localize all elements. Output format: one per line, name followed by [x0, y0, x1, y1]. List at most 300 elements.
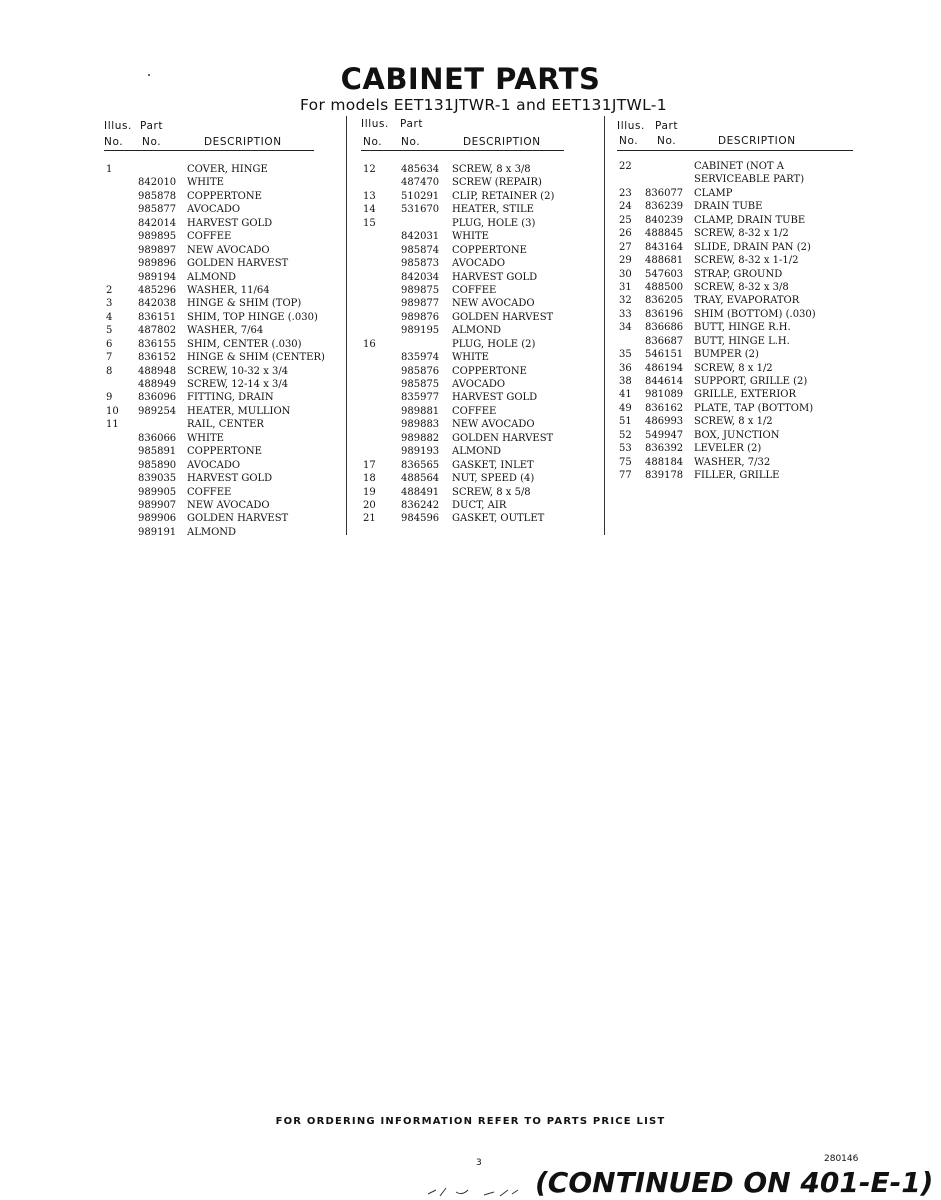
illus-number: 33 [619, 308, 632, 320]
part-description: SCREW, 8 x 1/2 [694, 416, 773, 428]
part-row [617, 322, 867, 335]
part-row [617, 443, 867, 456]
part-description: NEW AVOCADO [187, 244, 270, 256]
part-description: SHIM, TOP HINGE (.030) [187, 311, 318, 323]
part-description: SCREW, 12-14 x 3/4 [187, 379, 289, 390]
part-description: WASHER, 11/64 [187, 284, 270, 296]
part-row [361, 325, 611, 338]
illus-number: 51 [619, 416, 632, 428]
part-description: GRILLE, EXTERIOR [694, 389, 797, 401]
part-row [617, 228, 867, 241]
illus-number: 5 [106, 325, 113, 337]
part-number: 989897 [138, 244, 177, 256]
part-row [104, 419, 354, 432]
part-row [361, 272, 611, 285]
part-number: 844614 [645, 376, 684, 387]
illus-number: 49 [619, 402, 632, 414]
illus-no-label: No. [104, 136, 124, 148]
part-description: ALMOND [187, 271, 237, 283]
column-divider-2 [604, 116, 605, 535]
part-row [361, 433, 611, 446]
part-description: FITTING, DRAIN [187, 392, 274, 404]
part-row [617, 188, 867, 201]
part-description: GOLDEN HARVEST [187, 258, 289, 270]
parts-column-3 [617, 118, 867, 484]
part-row [617, 376, 867, 389]
part-description: AVOCADO [187, 204, 241, 216]
illus-number: 31 [619, 281, 632, 293]
part-number: 510291 [401, 190, 440, 202]
part-number: 842038 [138, 298, 177, 310]
part-row [617, 242, 867, 255]
part-description: WHITE [452, 231, 489, 243]
part-description: ALMOND [452, 446, 502, 458]
part-row [361, 392, 611, 405]
illus-label: Illus. [617, 120, 645, 132]
illus-no-label: No. [363, 136, 383, 148]
part-row [617, 457, 867, 470]
part-row [617, 349, 867, 362]
part-description: BUTT, HINGE L.H. [694, 335, 790, 347]
part-number: 486993 [645, 416, 684, 428]
part-description: COPPERTONE [187, 446, 262, 458]
illus-label: Illus. [361, 118, 389, 130]
part-description: PLUG, HOLE (2) [452, 338, 536, 350]
header-underline [361, 150, 564, 151]
part-number: 989896 [138, 258, 177, 270]
part-row [617, 201, 867, 214]
illus-number: 20 [363, 499, 376, 511]
part-row [361, 245, 611, 258]
part-row [361, 218, 611, 231]
part-number: 989905 [138, 486, 177, 498]
part-row [617, 174, 867, 187]
part-description: HARVEST GOLD [187, 473, 273, 485]
part-number: 488491 [401, 486, 440, 498]
part-number: 836686 [645, 322, 684, 334]
part-description: GOLDEN HARVEST [452, 311, 554, 323]
part-description: SCREW, 8-32 x 1/2 [694, 228, 789, 240]
part-row [361, 164, 611, 177]
illus-no-label: No. [619, 135, 639, 147]
part-number: 981089 [645, 389, 684, 401]
illus-number: 53 [619, 443, 632, 455]
part-number: 842031 [401, 231, 440, 243]
part-description: ALMOND [187, 526, 237, 538]
part-description: STRAP, GROUND [694, 268, 783, 280]
part-description: BUMPER (2) [694, 349, 759, 361]
part-description: WASHER, 7/32 [694, 456, 771, 468]
illus-number: 25 [619, 214, 632, 226]
part-row [361, 285, 611, 298]
description-label: DESCRIPTION [718, 135, 796, 147]
part-row [617, 215, 867, 228]
part-number: 989906 [138, 513, 177, 525]
part-number: 836392 [645, 443, 684, 455]
part-description: SHIM (BOTTOM) (.030) [694, 308, 816, 320]
part-description: HARVEST GOLD [452, 271, 538, 283]
part-row [104, 258, 354, 271]
illus-number: 7 [106, 352, 113, 364]
part-number: 836151 [138, 311, 177, 323]
illus-number: 11 [106, 419, 119, 431]
part-number: 836152 [138, 352, 177, 364]
part-description: SCREW, 8 x 1/2 [694, 362, 773, 374]
part-description: NEW AVOCADO [452, 419, 535, 431]
continued-note: (CONTINUED ON 401-E-1) [535, 1166, 934, 1199]
part-number: 989895 [138, 231, 177, 243]
part-number: 985877 [138, 204, 177, 216]
part-number: 531670 [401, 204, 440, 216]
illus-number: 27 [619, 241, 632, 253]
part-number: 836096 [138, 392, 177, 404]
part-row [104, 500, 354, 513]
part-row [104, 285, 354, 298]
part-description: PLUG, HOLE (3) [452, 217, 536, 229]
part-number: 989883 [401, 419, 440, 431]
part-row [361, 460, 611, 473]
part-description: AVOCADO [452, 258, 506, 270]
part-number: 836205 [645, 295, 684, 307]
part-row [104, 272, 354, 285]
part-number: 488184 [645, 456, 684, 468]
part-number: 488500 [645, 281, 684, 293]
part-description: SCREW, 8 x 5/8 [452, 486, 531, 498]
part-description: NEW AVOCADO [452, 298, 535, 310]
illus-number: 19 [363, 486, 376, 498]
illus-number: 23 [619, 187, 632, 199]
handwritten-mark [426, 1180, 526, 1200]
part-no-label: No. [657, 135, 677, 147]
part-number: 989193 [401, 446, 440, 458]
part-description: GOLDEN HARVEST [187, 513, 289, 525]
part-number: 839035 [138, 473, 177, 485]
part-row [361, 352, 611, 365]
illus-number: 24 [619, 201, 632, 213]
part-label: Part [140, 120, 164, 132]
illus-number: 30 [619, 268, 632, 280]
part-description: WHITE [187, 177, 224, 189]
part-row [104, 325, 354, 338]
part-row [617, 255, 867, 268]
part-number: 989191 [138, 526, 177, 538]
part-description: NEW AVOCADO [187, 499, 270, 511]
illus-number: 38 [619, 376, 632, 387]
part-number: 546151 [645, 349, 684, 361]
column-header [361, 118, 611, 152]
part-number: 487470 [401, 177, 440, 189]
part-row [361, 419, 611, 432]
page-subtitle: For models EET131JTWR-1 and EET131JTWL-1 [300, 96, 667, 114]
part-number: 549947 [645, 429, 684, 441]
part-row [104, 191, 354, 204]
page-title: CABINET PARTS [340, 62, 601, 96]
part-number: 985874 [401, 244, 440, 256]
part-row [361, 500, 611, 513]
parts-column-2 [361, 118, 611, 527]
part-no-label: No. [142, 136, 162, 148]
part-description: AVOCADO [452, 379, 506, 390]
part-number: 485634 [401, 164, 440, 175]
part-description: COPPERTONE [452, 244, 527, 256]
part-description: TRAY, EVAPORATOR [694, 295, 800, 307]
part-row [104, 487, 354, 500]
column-header [617, 118, 867, 152]
part-description: HINGE & SHIM (TOP) [187, 298, 302, 310]
part-row [361, 473, 611, 486]
illus-number: 22 [619, 161, 632, 172]
part-number: 485296 [138, 284, 177, 296]
part-description: HINGE & SHIM (CENTER) [187, 352, 325, 364]
illus-number: 1 [106, 164, 113, 175]
part-description: SCREW, 10-32 x 3/4 [187, 365, 289, 377]
parts-list-3 [617, 161, 867, 484]
part-row [104, 245, 354, 258]
part-row [617, 295, 867, 308]
illus-number: 29 [619, 255, 632, 267]
part-number: 840239 [645, 214, 684, 226]
part-number: 985878 [138, 190, 177, 202]
part-description: GOLDEN HARVEST [452, 432, 554, 444]
illus-number: 3 [106, 298, 113, 310]
ordering-note: FOR ORDERING INFORMATION REFER TO PARTS PRICE LIST [275, 1116, 666, 1127]
part-row [361, 339, 611, 352]
part-row [104, 446, 354, 459]
part-number: 836242 [401, 499, 440, 511]
part-number: 547603 [645, 268, 684, 280]
illus-number: 4 [106, 311, 113, 323]
column-header [104, 118, 354, 152]
part-description: LEVELER (2) [694, 443, 762, 455]
part-number: 989254 [138, 405, 177, 417]
illus-number: 13 [363, 190, 376, 202]
part-row [104, 352, 354, 365]
part-row [361, 298, 611, 311]
part-description: SERVICEABLE PART) [694, 174, 805, 186]
part-row [104, 406, 354, 419]
illus-number: 26 [619, 228, 632, 240]
part-number: 989194 [138, 271, 177, 283]
part-description: HARVEST GOLD [187, 217, 273, 229]
part-row [104, 231, 354, 244]
part-number: 989876 [401, 311, 440, 323]
part-number: 985875 [401, 379, 440, 390]
part-no-label: No. [401, 136, 421, 148]
part-description: WHITE [452, 352, 489, 364]
column-divider-1 [346, 116, 347, 535]
part-description: DRAIN TUBE [694, 201, 763, 213]
part-number: 836155 [138, 338, 177, 350]
part-number: 836196 [645, 308, 684, 320]
illus-number: 35 [619, 349, 632, 361]
part-description: WASHER, 7/64 [187, 325, 264, 337]
part-number: 487802 [138, 325, 177, 337]
part-description: SCREW, 8-32 x 1-1/2 [694, 255, 799, 267]
part-description: CABINET (NOT A [694, 161, 784, 172]
part-number: 836066 [138, 432, 177, 444]
illus-number: 77 [619, 470, 632, 482]
part-row [617, 403, 867, 416]
part-row [361, 379, 611, 392]
part-row [104, 218, 354, 231]
part-description: COPPERTONE [452, 365, 527, 377]
part-row [104, 460, 354, 473]
part-row [617, 416, 867, 429]
illus-number: 36 [619, 362, 632, 374]
part-row [361, 191, 611, 204]
part-row [361, 513, 611, 526]
part-description: COVER, HINGE [187, 164, 268, 175]
part-row [361, 258, 611, 271]
part-description: COFFEE [452, 284, 497, 296]
header-underline [617, 150, 853, 151]
part-description: COFFEE [452, 405, 497, 417]
part-description: DUCT, AIR [452, 499, 507, 511]
part-number: 839178 [645, 470, 684, 482]
part-description: COFFEE [187, 486, 232, 498]
illus-number: 12 [363, 164, 376, 175]
part-description: SCREW, 8 x 3/8 [452, 164, 531, 175]
part-description: GASKET, INLET [452, 459, 534, 471]
part-row [361, 204, 611, 217]
part-row [361, 446, 611, 459]
part-row [617, 309, 867, 322]
part-description: SHIM, CENTER (.030) [187, 338, 302, 350]
part-number: 842014 [138, 217, 177, 229]
part-number: 488845 [645, 228, 684, 240]
illus-number: 14 [363, 204, 376, 216]
part-number: 989875 [401, 284, 440, 296]
illus-label: Illus. [104, 120, 132, 132]
part-row [104, 366, 354, 379]
part-description: WHITE [187, 432, 224, 444]
part-row [617, 389, 867, 402]
part-row [104, 527, 354, 540]
part-description: PLATE, TAP (BOTTOM) [694, 402, 814, 414]
part-row [361, 366, 611, 379]
part-label: Part [400, 118, 424, 130]
part-description: NUT, SPEED (4) [452, 473, 535, 485]
part-number: 488681 [645, 255, 684, 267]
illus-number: 9 [106, 392, 113, 404]
part-description: SCREW (REPAIR) [452, 177, 542, 189]
part-row [617, 430, 867, 443]
part-description: FILLER, GRILLE [694, 470, 780, 482]
illus-number: 8 [106, 365, 113, 377]
part-row [617, 470, 867, 483]
part-number: 836077 [645, 187, 684, 199]
parts-list-2 [361, 164, 611, 527]
part-description: AVOCADO [187, 459, 241, 471]
illus-number: 6 [106, 338, 113, 350]
part-row [104, 164, 354, 177]
part-label: Part [655, 120, 679, 132]
part-row [361, 487, 611, 500]
part-description: CLAMP, DRAIN TUBE [694, 214, 806, 226]
part-number: 488949 [138, 379, 177, 390]
part-row [104, 473, 354, 486]
part-number: 843164 [645, 241, 684, 253]
illus-number: 34 [619, 322, 632, 334]
part-description: BOX, JUNCTION [694, 429, 780, 441]
illus-number: 18 [363, 473, 376, 485]
part-number: 836687 [645, 335, 684, 347]
part-row [104, 204, 354, 217]
illus-number: 16 [363, 338, 376, 350]
illus-number: 32 [619, 295, 632, 307]
page-number: 3 [476, 1158, 482, 1168]
part-number: 836565 [401, 459, 440, 471]
illus-number: 75 [619, 456, 632, 468]
part-row [104, 433, 354, 446]
part-description: CLIP, RETAINER (2) [452, 190, 555, 202]
part-row [617, 336, 867, 349]
part-description: BUTT, HINGE R.H. [694, 322, 791, 334]
description-label: DESCRIPTION [463, 136, 541, 148]
part-row [104, 379, 354, 392]
part-row [104, 513, 354, 526]
part-number: 985890 [138, 459, 177, 471]
part-number: 985873 [401, 258, 440, 270]
part-number: 985891 [138, 446, 177, 458]
part-row [617, 269, 867, 282]
part-number: 836239 [645, 201, 684, 213]
part-number: 836162 [645, 402, 684, 414]
part-row [104, 339, 354, 352]
part-number: 989877 [401, 298, 440, 310]
part-description: COFFEE [187, 231, 232, 243]
illus-number: 52 [619, 429, 632, 441]
part-row [104, 298, 354, 311]
part-number: 989882 [401, 432, 440, 444]
part-row [361, 177, 611, 190]
illus-number: 2 [106, 284, 113, 296]
part-number: 985876 [401, 365, 440, 377]
part-row [361, 312, 611, 325]
parts-list-1 [104, 164, 354, 540]
part-row [104, 177, 354, 190]
part-row [361, 406, 611, 419]
part-number: 842034 [401, 271, 440, 283]
part-description: HEATER, MULLION [187, 405, 291, 417]
part-number: 486194 [645, 362, 684, 374]
part-row [617, 282, 867, 295]
part-number: 842010 [138, 177, 177, 189]
illus-number: 10 [106, 405, 119, 417]
part-number: 989195 [401, 325, 440, 337]
document-number: 280146 [824, 1154, 859, 1164]
illus-number: 21 [363, 513, 376, 525]
parts-column-1 [104, 118, 354, 540]
part-row [104, 392, 354, 405]
part-row [104, 312, 354, 325]
illus-number: 15 [363, 217, 376, 229]
part-number: 984596 [401, 513, 440, 525]
part-description: HEATER, STILE [452, 204, 534, 216]
part-description: COPPERTONE [187, 190, 262, 202]
part-number: 488564 [401, 473, 440, 485]
part-description: ALMOND [452, 325, 502, 337]
part-row [361, 231, 611, 244]
part-number: 989881 [401, 405, 440, 417]
part-number: 835974 [401, 352, 440, 364]
part-description: GASKET, OUTLET [452, 513, 545, 525]
part-description: CLAMP [694, 187, 733, 199]
part-number: 488948 [138, 365, 177, 377]
part-number: 835977 [401, 392, 440, 404]
illus-number: 17 [363, 459, 376, 471]
part-description: RAIL, CENTER [187, 419, 264, 431]
